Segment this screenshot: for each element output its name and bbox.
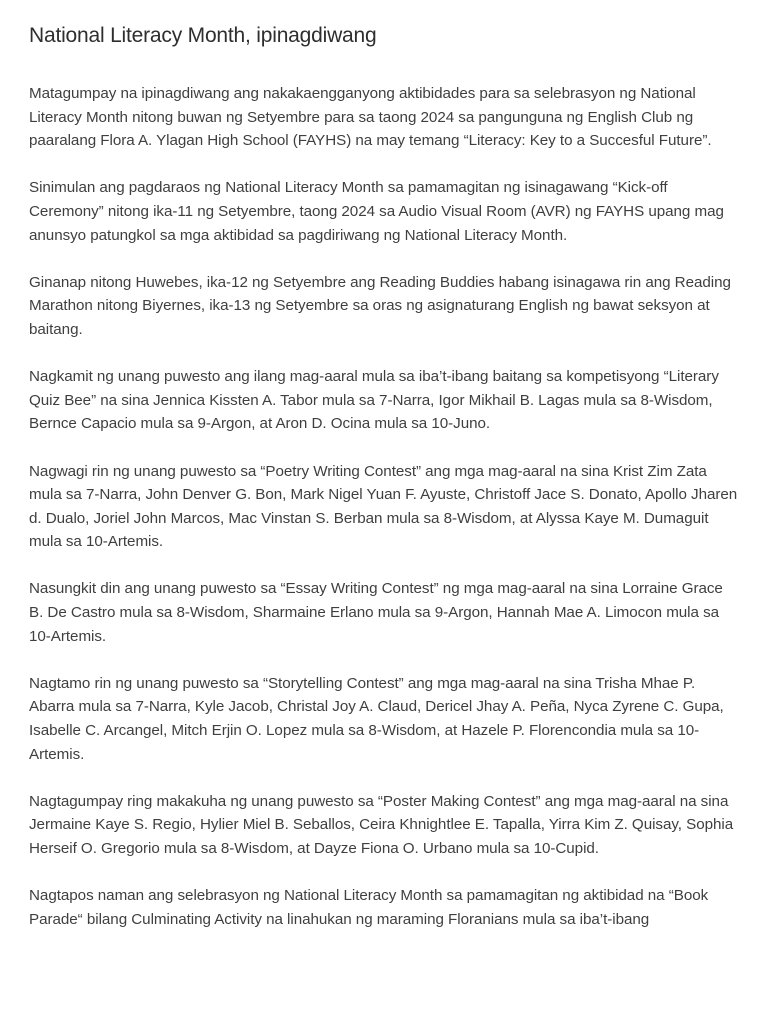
paragraph-quiz-bee: Nagkamit ng unang puwesto ang ilang mag-aaral mula sa iba’t-ibang baitang sa kompetisyong “Literary Quiz Bee” na sina Jennica Kissten A. Tabor mula sa 7-Narra, Igor Mikhail B. Lagas mula sa 8-Wisdom, Bernce Capacio mula sa 9-Argon, at Aron D. Ocina mula sa 10-Juno.: [29, 368, 719, 433]
paragraph-poetry-writing: Nagwagi rin ng unang puwesto sa “Poetry Writing Contest” ang mga mag-aaral na sina Krist Zim Zata mula sa 7-Narra, John Denver G. Bon, Mark Nigel Yuan F. Ayuste, Christoff Jace S. Donato, Apollo Jharen d. Dualo, Joriel John Marcos, Mac Vinstan S. Berban mula sa 8-Wisdom, at Alyssa Kaye M. Dumaguit mula sa 10-Artemis.: [29, 462, 738, 551]
paragraph-intro: Matagumpay na ipinagdiwang ang nakakaengganyong aktibidades para sa selebrasyon ng National Literacy Month nitong buwan ng Setyembre para sa taong 2024 sa pangunguna ng English Club ng paaralang Flora A. Ylagan High School (FAYHS) na may temang “Literacy: Key to a Succesful Future”.: [29, 85, 712, 150]
paragraph-poster-making: Nagtagumpay ring makakuha ng unang puwesto sa “Poster Making Contest” ang mga mag-aaral na sina Jermaine Kaye S. Regio, Hylier Miel B. Seballos, Ceira Khnightlee E. Tapalla, Yirra Kim Z. Quisay, Sophia Herseif O. Gregorio mula sa 8-Wisdom, at Dayze Fiona O. Urbano mula sa 10-Cupid.: [29, 792, 734, 857]
article-title: National Literacy Month, ipinagdiwang: [29, 24, 377, 47]
paragraph-storytelling: Nagtamo rin ng unang puwesto sa “Storytelling Contest” ang mga mag-aaral na sina Trisha Mhae P. Abarra mula sa 7-Narra, Kyle Jacob, Christal Joy A. Claud, Dericel Jhay A. Peña, Nyca Zyrene C. Gupa, Isabelle C. Arcangel, Mitch Erjin O. Lopez mula sa 8-Wisdom, at Hazele P. Florencondia mula sa 10-Artemis.: [29, 674, 724, 763]
paragraph-book-parade: Nagtapos naman ang selebrasyon ng National Literacy Month sa pamamagitan ng aktibidad na “Book Parade“ bilang Culminating Activity na linahukan ng maraming Floranians mula sa iba’t-ibang: [29, 887, 709, 928]
paragraph-reading-activities: Ginanap nitong Huwebes, ika-12 ng Setyembre ang Reading Buddies habang isinagawa rin ang Reading Marathon nitong Biyernes, ika-13 ng Setyembre sa oras ng asignaturang English ng bawat seksyon at baitang.: [29, 273, 731, 338]
article: [29, 18, 741, 955]
paragraph-essay-writing: Nasungkit din ang unang puwesto sa “Essay Writing Contest” ng mga mag-aaral na sina Lorraine Grace B. De Castro mula sa 8-Wisdom, Sharmaine Erlano mula sa 9-Argon, Hannah Mae A. Limocon mula sa 10-Artemis.: [29, 580, 723, 645]
paragraph-kickoff: Sinimulan ang pagdaraos ng National Literacy Month sa pamamagitan ng isinagawang “Kick-off Ceremony” nitong ika-11 ng Setyembre, taong 2024 sa Audio Visual Room (AVR) ng FAYHS upang mag anunsyo patungkol sa mga aktibidad sa pagdiriwang ng National Literacy Month.: [29, 179, 724, 244]
